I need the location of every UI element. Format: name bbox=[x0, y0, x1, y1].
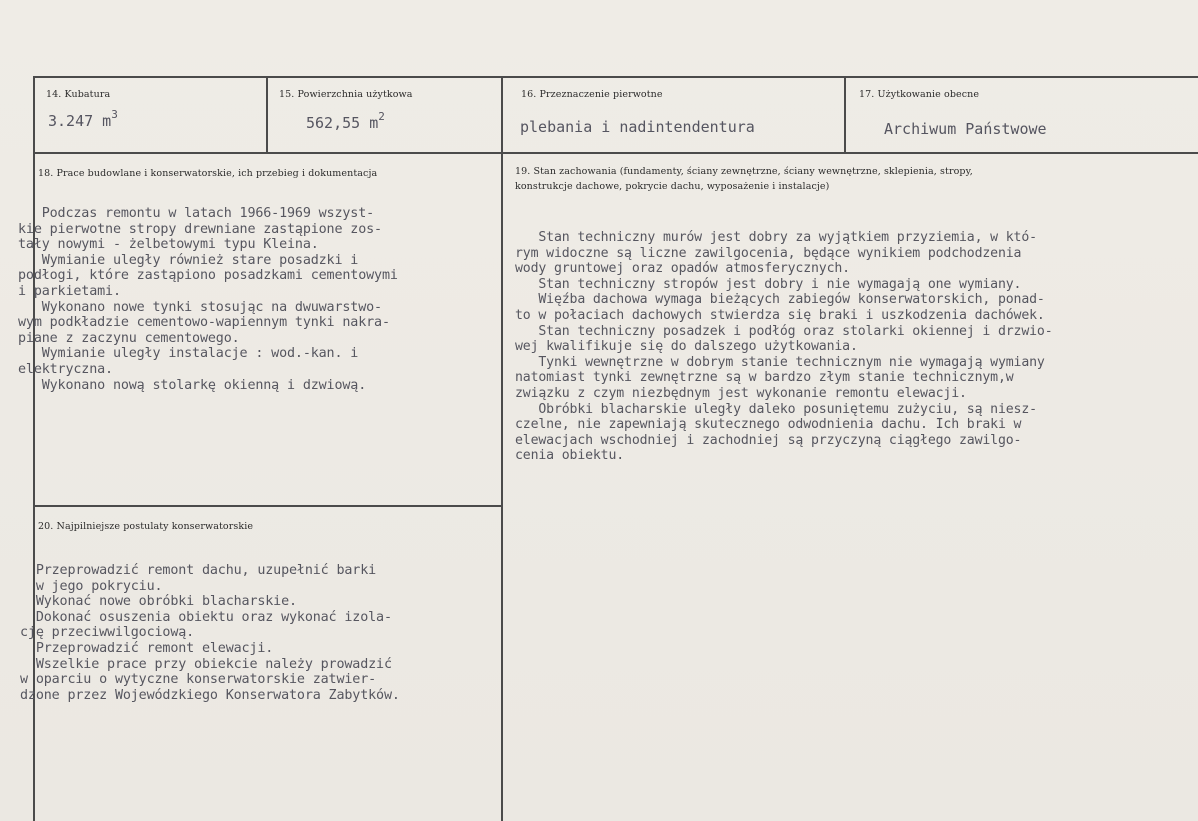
field-14-label: 14. Kubatura bbox=[46, 89, 111, 100]
section18-line: podłogi, które zastąpiono posadzkami cementowymi bbox=[18, 268, 398, 284]
section20-line: Przeprowadzić remont dachu, uzupełnić barki bbox=[20, 563, 377, 578]
section-18-text bbox=[18, 206, 500, 393]
section20-line: cję przeciwwilgociową. bbox=[20, 625, 195, 641]
field-15-number: 562,55 m bbox=[306, 114, 379, 132]
section19-line: elewacjach wschodniej i zachodniej są przyczyną ciągłego zawilgo- bbox=[515, 432, 1022, 448]
field-17-label: 17. Użytkowanie obecne bbox=[859, 89, 980, 100]
divider-15-16 bbox=[501, 76, 503, 821]
divider-14-15 bbox=[266, 76, 268, 153]
section19-line: cenia obiektu. bbox=[515, 448, 625, 464]
section20-line: Dokonać osuszenia obiektu oraz wykonać izola- bbox=[20, 609, 392, 625]
field-14-exponent: 3 bbox=[111, 108, 118, 121]
section18-line: piane z zaczynu cementowego. bbox=[18, 330, 240, 346]
section18-line: wym podkładzie cementowo-wapiennym tynki nakra- bbox=[18, 315, 390, 331]
field-17-value: Archiwum Państwowe bbox=[884, 120, 1047, 138]
section20-line: w jego pokryciu. bbox=[20, 578, 163, 594]
row1-bottom-border bbox=[33, 152, 1198, 154]
section20-line: Przeprowadzić remont elewacji. bbox=[20, 640, 274, 656]
section19-line: Tynki wewnętrzne w dobrym stanie technicznym nie wymagają wymiany bbox=[515, 354, 1045, 370]
left-border bbox=[33, 76, 35, 821]
section18-line: Wymianie uległy również stare posadzki i bbox=[18, 252, 359, 268]
section18-line: Wykonano nowe tynki stosując na dwuwarstwo- bbox=[18, 299, 382, 315]
section19-line: Stan techniczny murów jest dobry za wyjątkiem przyziemia, w któ- bbox=[515, 230, 1037, 245]
section-18-label: 18. Prace budowlane i konserwatorskie, ich przebieg i dokumentacja bbox=[38, 168, 378, 179]
section19-line: Stan techniczny stropów jest dobry i nie wymagają one wymiany. bbox=[515, 276, 1022, 292]
section19-line: Więźba dachowa wymaga bieżących zabiegów konserwatorskich, ponad- bbox=[515, 292, 1045, 308]
divider-18-20 bbox=[33, 505, 502, 507]
section19-line: Stan techniczny posadzek i podłóg oraz stolarki okiennej i drzwio- bbox=[515, 323, 1053, 339]
section20-line: Wykonać nowe obróbki blacharskie. bbox=[20, 594, 297, 610]
field-15-exponent: 2 bbox=[378, 110, 385, 123]
top-border bbox=[33, 76, 1198, 78]
section19-line: związku z czym niezbędnym jest wykonanie remontu elewacji. bbox=[515, 385, 967, 401]
section19-line: czelne, nie zapewniają skutecznego odwodnienia dachu. Ich braki w bbox=[515, 417, 1022, 433]
section20-line: Wszelkie prace przy obiekcie należy prowadzić bbox=[20, 656, 392, 672]
section-19-label-line1: 19. Stan zachowania (fundamenty, ściany zewnętrzne, ściany wewnętrzne, sklepienia, stropy, bbox=[515, 166, 973, 177]
section18-line: Wykonano nową stolarkę okienną i dzwiową. bbox=[18, 377, 367, 393]
section18-line: i parkietami. bbox=[18, 283, 121, 299]
field-14-value bbox=[48, 110, 118, 130]
section18-line: Wymianie uległy instalacje : wod.-kan. i bbox=[18, 346, 359, 362]
field-15-value bbox=[306, 112, 385, 132]
field-16-value: plebania i nadintendentura bbox=[520, 118, 755, 136]
section19-line: natomiast tynki zewnętrzne są w bardzo złym stanie technicznym,w bbox=[515, 370, 1014, 386]
section18-line: elektryczna. bbox=[18, 361, 113, 377]
section19-line: to w połaciach dachowych stwierdza się braki i uszkodzenia dachówek. bbox=[515, 307, 1045, 323]
section19-line: wody gruntowej oraz opadów atmosferycznych. bbox=[515, 261, 850, 277]
section-20-text bbox=[20, 563, 502, 703]
field-16-label: 16. Przeznaczenie pierwotne bbox=[521, 89, 663, 100]
section-19-label-line2: konstrukcje dachowe, pokrycie dachu, wyposażenie i instalacje) bbox=[515, 181, 830, 192]
field-14-number: 3.247 m bbox=[48, 112, 112, 130]
section19-line: wej kwalifikuje się do dalszego użytkowania. bbox=[515, 339, 858, 355]
section19-line: rym widoczne są liczne zawilgocenia, będące wynikiem podchodzenia bbox=[515, 245, 1022, 261]
divider-16-17 bbox=[844, 76, 846, 153]
field-15-label: 15. Powierzchnia użytkowa bbox=[279, 89, 413, 100]
section18-line: kie pierwotne stropy drewniane zastąpione zos- bbox=[18, 221, 382, 237]
section20-line: w oparciu o wytyczne konserwatorskie zatwier- bbox=[20, 672, 377, 688]
section20-line: dzone przez Wojewódzkiego Konserwatora Zabytków. bbox=[20, 687, 400, 703]
section18-line: tały nowymi - żelbetowymi typu Kleina. bbox=[18, 237, 319, 253]
section-20-label: 20. Najpilniejsze postulaty konserwatorskie bbox=[38, 521, 254, 532]
section19-line: Obróbki blacharskie uległy daleko posuniętemu zużyciu, są niesz- bbox=[515, 401, 1037, 417]
section18-line: Podczas remontu w latach 1966-1969 wszyst- bbox=[18, 206, 375, 221]
section-19-text bbox=[515, 230, 1198, 464]
